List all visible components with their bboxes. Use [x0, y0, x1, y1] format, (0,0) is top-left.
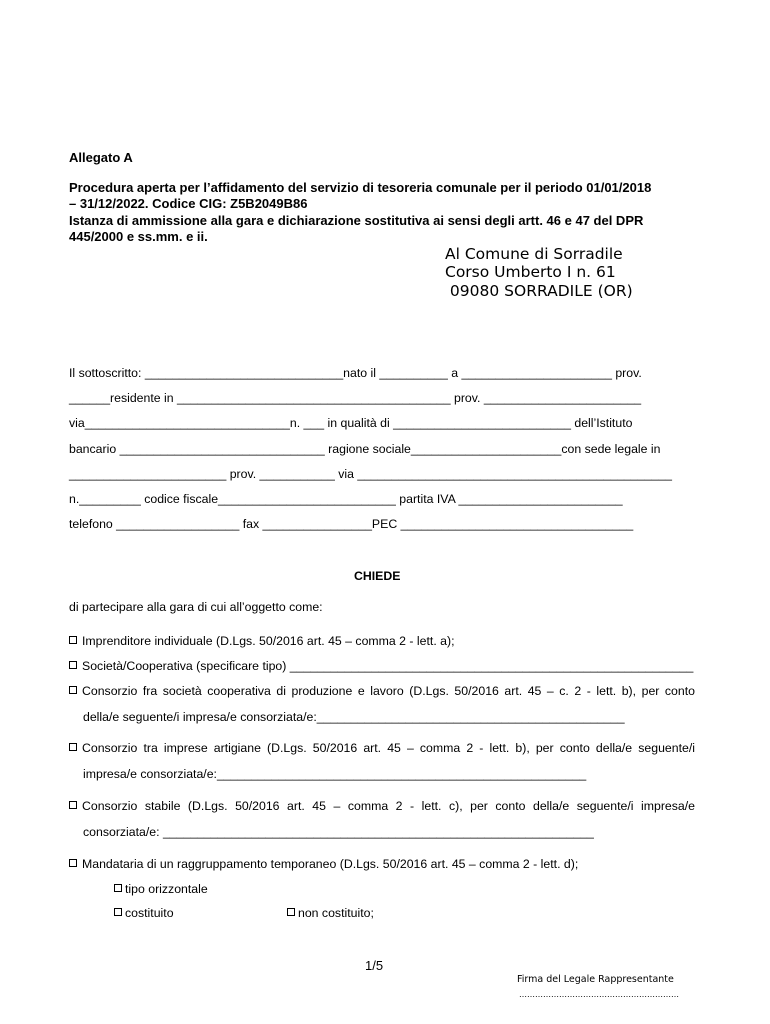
option-consorzio-stabile-line-2: consorziata/e: _______________________________________________________________	[83, 825, 594, 839]
form-line-bancario: bancario ______________________________ ragione sociale______________________con sede legale in	[69, 442, 661, 456]
chiede-heading: CHIEDE	[354, 569, 401, 583]
option-societa-label: Società/Cooperativa (specificare tipo) ___________________________________________________________	[82, 659, 694, 673]
signature-line: ……………………………………………………	[519, 990, 679, 999]
option-consorzio-artigiane-line-2: impresa/e consorziata/e:______________________________________________________	[83, 767, 587, 781]
form-line-via: via______________________________n. ___ in qualità di __________________________ dell’Istituto	[69, 416, 633, 430]
form-line-prov-via: _______________________ prov. ___________ via ______________________________________________	[69, 467, 672, 481]
option-mandataria-label: Mandataria di un raggruppamento temporaneo (D.Lgs. 50/2016 art. 45 – comma 2 - lett. d);	[82, 857, 579, 871]
option-consorzio-artigiane	[69, 741, 695, 755]
option-mandataria	[69, 857, 578, 871]
form-line-telefono: telefono __________________ fax ________________PEC __________________________________	[69, 517, 634, 531]
title-line-4: 445/2000 e ss.mm. e ii.	[69, 229, 208, 244]
checkbox-tipo-orizzontale[interactable]	[114, 884, 122, 892]
form-line-residente: ______residente in ________________________________________ prov. _______________________	[69, 391, 642, 405]
option-societa	[69, 659, 693, 673]
option-consorzio-stabile	[69, 799, 695, 813]
sub-option-tipo-orizzontale-label: tipo orizzontale	[125, 882, 208, 896]
recipient-line-3: 09080 SORRADILE (OR)	[445, 282, 633, 300]
sub-option-costituito	[114, 906, 174, 920]
option-consorzio-artigiane-label: Consorzio tra imprese artigiane (D.Lgs. 50/2016 art. 45 – comma 2 - lett. b), per conto della/e seguente/i	[82, 741, 695, 755]
sub-option-tipo-orizzontale	[114, 882, 208, 896]
checkbox-costituito[interactable]	[114, 908, 122, 916]
recipient-line-2: Corso Umberto I n. 61	[445, 263, 616, 281]
signature-label: Firma del Legale Rappresentante	[517, 974, 674, 985]
title-line-1: Procedura aperta per l’affidamento del servizio di tesoreria comunale per il periodo 01/01/2018	[69, 180, 652, 195]
option-consorzio-coop	[69, 684, 695, 698]
checkbox-consorzio-artigiane[interactable]	[69, 743, 77, 751]
page-number: 1/5	[365, 958, 384, 973]
option-imprenditore-label: Imprenditore individuale (D.Lgs. 50/2016 art. 45 – comma 2 - lett. a);	[82, 634, 455, 648]
sub-option-costituito-label: costituito	[125, 906, 174, 920]
sub-option-non-costituito	[287, 906, 374, 920]
checkbox-mandataria[interactable]	[69, 859, 77, 867]
checkbox-consorzio-stabile[interactable]	[69, 801, 77, 809]
checkbox-imprenditore[interactable]	[69, 636, 77, 644]
title-line-2: – 31/12/2022. Codice CIG: Z5B2049B86	[69, 196, 308, 211]
checkbox-societa[interactable]	[69, 661, 77, 669]
allegato-label: Allegato A	[69, 150, 133, 165]
option-consorzio-coop-line-2: della/e seguente/i impresa/e consorziata/e:_____________________________________________	[83, 710, 625, 724]
recipient-line-1: Al Comune di Sorradile	[445, 245, 623, 263]
option-consorzio-coop-label: Consorzio fra società cooperativa di produzione e lavoro (D.Lgs. 50/2016 art. 45 – c. 2 - lett. b), per conto	[82, 684, 695, 698]
option-consorzio-stabile-label: Consorzio stabile (D.Lgs. 50/2016 art. 45 – comma 2 - lett. c), per conto della/e seguente/i impresa/e	[82, 799, 695, 813]
title-line-3: Istanza di ammissione alla gara e dichiarazione sostitutiva ai sensi degli artt. 46 e 47 del DPR	[69, 213, 644, 228]
checkbox-non-costituito[interactable]	[287, 908, 295, 916]
form-line-codice-fiscale: n._________ codice fiscale__________________________ partita IVA ________________________	[69, 492, 623, 506]
form-line-sottoscritto: Il sottoscritto: _____________________________nato il __________ a ______________________ prov.	[69, 366, 642, 380]
option-imprenditore	[69, 634, 455, 648]
checkbox-consorzio-coop[interactable]	[69, 686, 77, 694]
sub-option-non-costituito-label: non costituito;	[298, 906, 374, 920]
intro-text: di partecipare alla gara di cui all’oggetto come:	[69, 600, 323, 614]
